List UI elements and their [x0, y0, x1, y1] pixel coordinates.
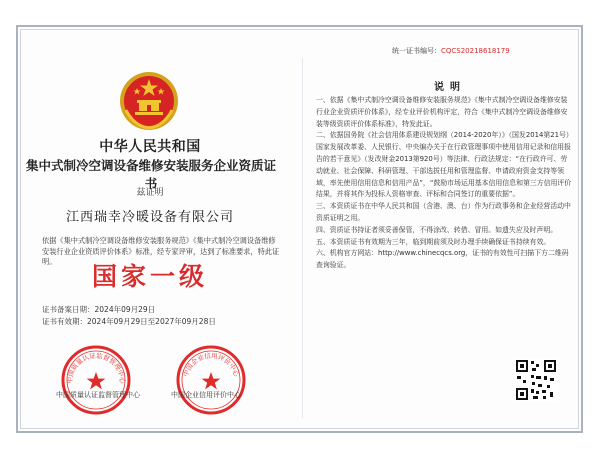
notes-title: 说明 — [434, 82, 466, 93]
serial-label: 统一证书编号： — [392, 47, 441, 55]
notes-list — [316, 95, 572, 272]
seal-caption: 中国企业信用评价中心 — [171, 391, 241, 399]
seal-icon — [175, 344, 247, 416]
center-divider — [302, 58, 303, 418]
certificate-country-title: 中华人民共和国 — [99, 139, 201, 155]
serial-number — [392, 46, 510, 56]
proof-label: 兹证明 — [136, 188, 164, 198]
company-name: 江西瑞幸冷暖设备有限公司 — [65, 210, 234, 225]
note-item: 六、机构官方网站：http://www.chinecqcs.org，证书的有效性可扫描下方二维码查询验证。 — [316, 249, 569, 270]
national-emblem-icon — [118, 70, 180, 132]
serial-value: CQCS20218618179 — [441, 47, 510, 55]
qr-code-icon[interactable] — [514, 358, 558, 402]
certificate-main-title: 集中式制冷空调设备维修安装服务企业资质证书 — [25, 158, 276, 191]
note-item: 四、资质证书持证者须妥善保管，不得涂改、转借、冒用。如遗失应及时声明。 — [316, 225, 558, 234]
seal-ring-text: 中国企业信用评价中心 — [181, 351, 241, 378]
note-item: 二、依据国务院《社会信用体系建设规划纲（2014-2020年）》（国发2014第21号）国家发展改革委、人民银行、中央编办关于在行政管理事项中使用信用记录和信用报告的若干意见》（发改财金2013第920号）等法律、行政法规定：“在行政许可、劳动就业、社会保障、科研管理、干部选拔任用和管理监督、申请政府资金支持等领域，率先使用信用信息和信用产品”，“鼓励市场运用基本信用信息和第三方信用评价结果，并将其作为投标人资格审查、评标和合同签订的重要依据”。 — [316, 131, 572, 199]
certificate-dates — [42, 304, 216, 327]
record-date: 证书备案日期：2024年09月29日 — [42, 305, 156, 314]
seal-ring-text: 中国质量认证监督管理中心 — [65, 351, 127, 384]
certification-basis-text: 依据《集中式制冷空调设备维修安装服务规范》《集中式制冷空调设备维修安装行业企业资质评价体系》标准，经专家评审，达到了标准要求，特此证明。 — [42, 236, 280, 266]
note-item: 五、本资质证书有效期为三年，临到期前须及时办理手续确保证书持续有效。 — [316, 237, 551, 246]
note-item: 一、依据《集中式制冷空调设备维修安装服务规范》《集中式制冷空调设备维修安装行业企业资质评价体系》，经专业评价机构评定，符合《集中式制冷空调设备维修安装等级资质评价体系标准》，特发此证。 — [316, 96, 568, 128]
validity-period: 证书有效期：2024年09月29日至2027年09月28日 — [42, 316, 216, 326]
note-item: 三、本资质证书在中华人民共和国（含港、澳、台）作为行政事务和企业经营活动中资质证明之用。 — [316, 202, 571, 222]
seal-icon — [60, 344, 132, 416]
seal-caption: 中国质量认证监督管理中心 — [56, 391, 140, 399]
qualification-grade: 国家一级 — [91, 262, 208, 291]
